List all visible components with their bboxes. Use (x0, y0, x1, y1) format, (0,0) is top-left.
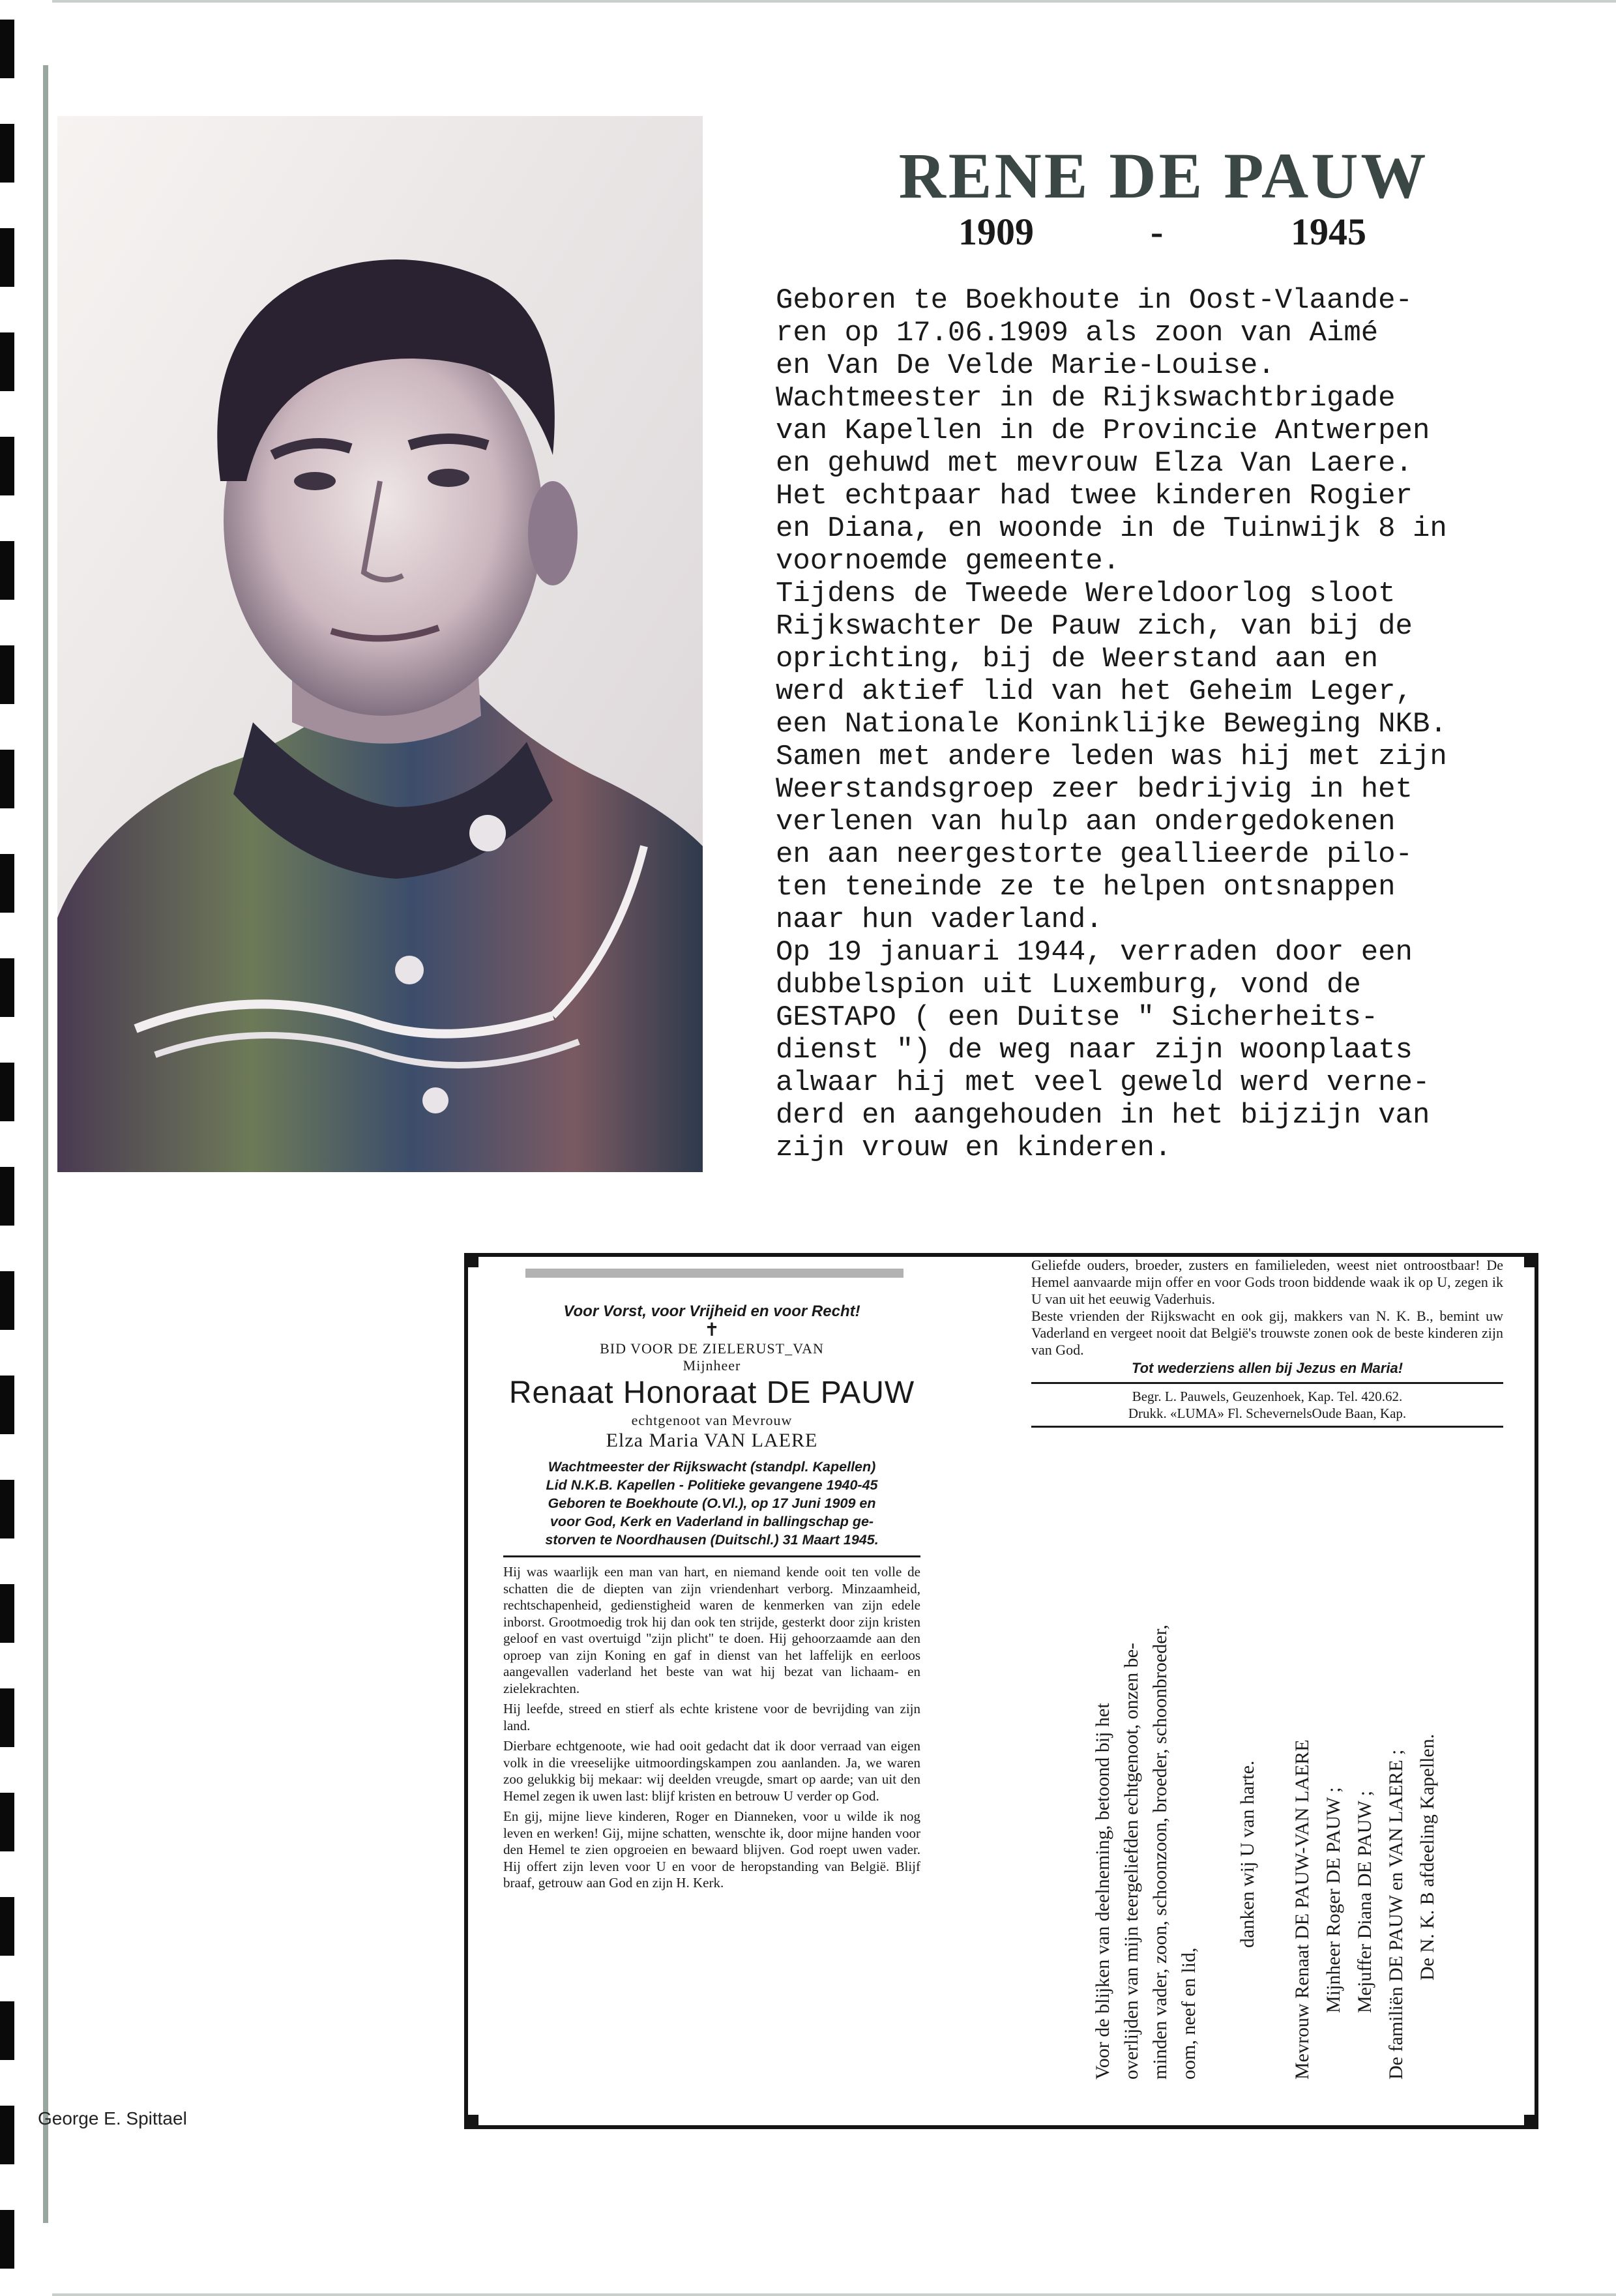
divider (1031, 1426, 1503, 1428)
printer-line-1: Begr. L. Pauwels, Geuzenhoek, Kap. Tel. 420.62. (1132, 1389, 1403, 1404)
birth-year: 1909 (958, 211, 1034, 253)
spouse-of-label: echtgenoot van Mevrouw (631, 1412, 793, 1428)
thanks-line-2: overlijden van mijn teergeliefden echtgenoot, onzen be- (1121, 1642, 1142, 2080)
family-line-3: Mejuffer Diana DE PAUW ; (1354, 1790, 1375, 2013)
thanks-line-3: minden vader, zoon, schoonzoon, broeder, schoonbroeder, (1149, 1625, 1171, 2080)
death-year: 1945 (1291, 211, 1366, 253)
spiral-binding (0, 0, 39, 2296)
family-line-5: De N. K. B afdeeling Kapellen. (1417, 1733, 1438, 1980)
divider (503, 1555, 920, 1557)
notice-right-paragraph-2: Beste vrienden der Rijkswacht en ook gij, makkers van N. K. B., bemint uw Vaderland en vergeet nooit dat België's trouwste zonen ook de beste kinderen zijn van God. (1031, 1308, 1503, 1358)
rank-line-1: Wachtmeester der Rijkswacht (standpl. Kapellen) (548, 1459, 876, 1475)
cross-icon: ✝ (704, 1320, 720, 1340)
author-credit: George E. Spittael (38, 2108, 187, 2128)
notice-pray-line: BID VOOR DE ZIELERUST_VAN (600, 1340, 824, 1357)
family-line-1: Mevrouw Renaat DE PAUW-VAN LAERE (1291, 1739, 1313, 2080)
thanks-line-4: oom, neef en lid, (1178, 1947, 1199, 2080)
page-bottom-edge (52, 2293, 1616, 2296)
notice-paragraph-3: Dierbare echtgenoote, wie had ooit gedacht dat ik door verraad van eigen volk in die vreeselijke uitmoordingskampen zou aanlanden. Ja, we waren zoo gelukkig bij mekaar: wij deelden vreugde, smart op aarde; van uit den Hemel zegen ik uwen last: blijf kristen en betrouw U verder op God. (503, 1738, 920, 1804)
rank-line-2: Lid N.K.B. Kapellen - Politieke gevangene 1940-45 (546, 1477, 878, 1493)
notice-paragraph-4: En gij, mijne lieve kinderen, Roger en Dianneken, voor u wilde ik nog leven en werken! Gij, mijne schatten, wenschte ik, door mijne handen voor den Hemel te zien opgroeien en bewaard blijven. God roept uwen vader. Hij offert zijn leven voor U en voor de heropstanding van België. Blijf braaf, getrouw aan God en zijn H. Kerk. (503, 1808, 920, 1891)
divider (1031, 1382, 1503, 1384)
printer-line-2: Drukk. «LUMA» Fl. SchevernelsOude Baan, Kap. (1128, 1406, 1407, 1421)
notice-right-paragraph-1: Geliefde ouders, broeder, zusters en familieleden, weest niet ontroostbaar! De Hemel aanvaarde mijn offer en voor Gods troon biddende waak ik op U, zegen ik U van uit het eeuwig Vaderhuis. (1031, 1257, 1503, 1307)
family-line-4: De familiën DE PAUW en VAN LAERE ; (1385, 1749, 1407, 2080)
thanks-line-1: Voor de blijken van deelneming, betoond bij het (1092, 1703, 1113, 2080)
notice-left-panel (503, 1303, 920, 1896)
page-title: RENE DE PAUW (898, 140, 1429, 212)
death-notice-card (464, 1253, 1538, 2129)
notice-title: Mijnheer (683, 1357, 741, 1374)
biography-text: Geboren te Boekhoute in Oost-Vlaande- ren op 17.06.1909 als zoon van Aimé en Van De Velde Marie-Louise. Wachtmeester in de Rijkswachtbrigade van Kapellen in de Provincie Antwerpen en gehuwd met mevrouw Elza Van Laere. Het echtpaar had twee kinderen Rogier en Diana, en woonde in de Tuinwijk 8 in voornoemde gemeente. Tijdens de Tweede Wereldoorlog sloot Rijkswachter De Pauw zich, van bij de oprichting, bij de Weerstand aan en werd aktief lid van het Geheim Leger, een Nationale Koninklijke Beweging NKB. Samen met andere leden was hij met zijn Weerstandsgroep zeer bedrijvig in het verlenen van hulp aan ondergedokenen en aan neergestorte geallieerde pilo- ten teneinde ze te helpen ontsnappen naar hun vaderland. Op 19 januari 1944, verraden door een dubbelspion uit Luxemburg, vond de GESTAPO ( een Duitse " Sicherheits- dienst ") de weg naar zijn woonplaats alwaar hij met veel geweld werd verne- derd en aangehouden in het bijzijn van zijn vrouw en kinderen. (776, 284, 1447, 1164)
deceased-name: Renaat Honoraat DE PAUW (508, 1376, 915, 1410)
family-line-2: Mijnheer Roger DE PAUW ; (1323, 1787, 1344, 2013)
life-years (926, 210, 1382, 262)
year-separator: - (1151, 211, 1164, 253)
page-top-edge (52, 0, 1616, 3)
thanks-line-5: danken wij U van harte. (1237, 1760, 1258, 1948)
rank-line-5: storven te Noordhausen (Duitschl.) 31 Maart 1945. (545, 1532, 879, 1548)
spouse-name: Elza Maria VAN LAERE (606, 1430, 818, 1451)
notice-farewell: Tot wederziens allen bij Jezus en Maria! (1131, 1360, 1403, 1376)
notice-right-panel (1031, 1257, 1503, 1432)
rank-line-3: Geboren te Boekhoute (O.Vl.), op 17 Juni 1909 en (548, 1495, 876, 1511)
notice-paragraph-2: Hij leefde, streed en stierf als echte kristene voor de bevrijding van zijn land. (503, 1701, 920, 1733)
rank-line-4: voor God, Kerk en Vaderland in ballingschap ge- (550, 1514, 874, 1529)
notice-paragraph-1: Hij was waarlijk een man van hart, en niemand kende ooit ten volle de schatten die de diepten van zijn vriendenhart verborg. Minzaamheid, rechtschapenheid, gedienstigheid waren de kenmerken van zijn edele inborst. Grootmoedig trok hij dan ook ten strijde, gesterkt door zijn kristen geloof en vast overtuigd "zijn plicht" te doen. Hij gehoorzaamde aan den oproep van zijn Koning en gaf in dienst van het laffelijk en eerloos aangevallen vaderland het beste van wat hij bezat van lichaam- en zielekrachten. (503, 1564, 920, 1696)
notice-motto: Voor Vorst, voor Vrijheid en voor Recht! (563, 1303, 860, 1320)
notice-top-band (525, 1269, 903, 1278)
portrait-photo (57, 116, 703, 1172)
